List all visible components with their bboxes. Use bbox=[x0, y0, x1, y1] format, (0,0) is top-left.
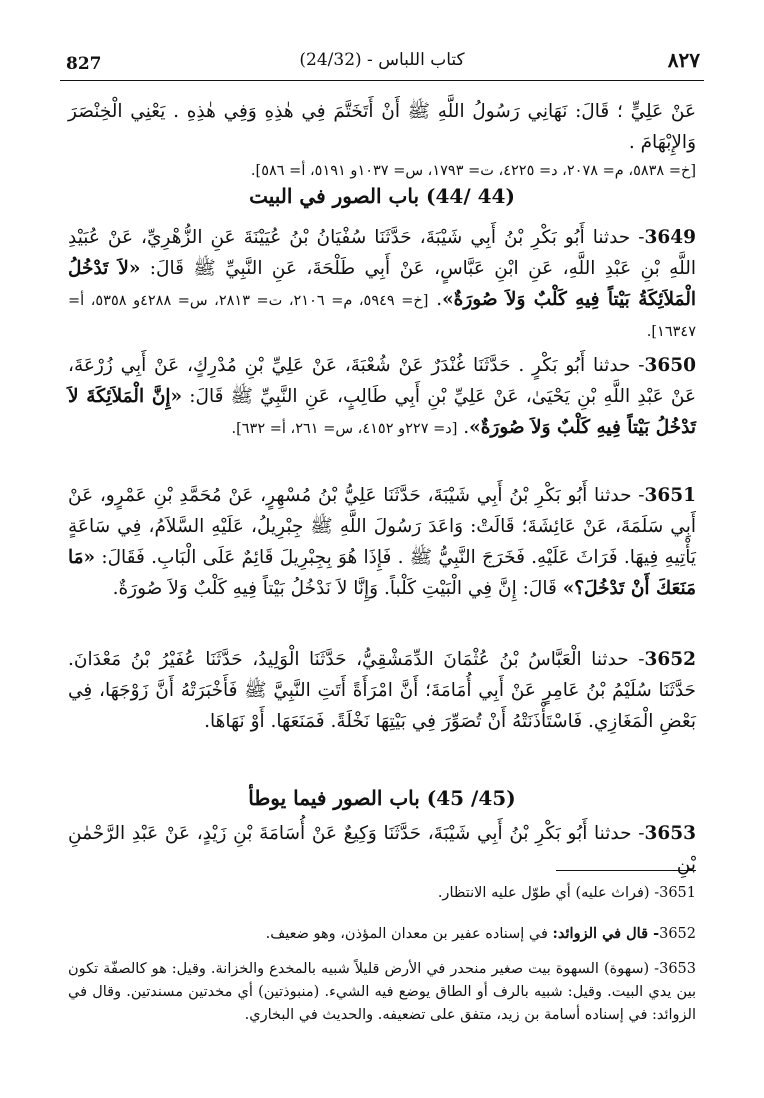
intro-reference: [خ= ٥٨٣٨، م= ٢٠٧٨، د= ٤٢٢٥، ت= ١٧٩٣، س= ١٠٣٧و ٥١٩١، أ= ٥٨٦]. bbox=[250, 163, 696, 179]
hadith-number: 3652 bbox=[644, 649, 696, 670]
hadith-text: - حدثنا أَبُو بَكْرٍ . حَدَّثَنَا غُنْدَرٌ عَنْ شُعْبَةَ، عَنْ عَلِيِّ بْنِ مُدْرِكٍ، عَنْ أَبِي زُرْعَةَ، عَنْ عَبْدِ اللَّهِ بْنِ يَحْيَىٰ، عَنْ عَلِيِّ بْنِ أَبِي طَالِبٍ، عَنِ النَّبِيِّ ﷺ قَالَ: bbox=[68, 355, 696, 407]
hadith-reference: [د= ٢٢٧و ٤١٥٢، س= ٢٦١، أ= ٦٣٢]. bbox=[231, 421, 458, 437]
hadith-text-end: . bbox=[463, 417, 470, 438]
hadith-quote: «مَا مَنَعَكَ أَنْ تَدْخُلَ؟» bbox=[68, 547, 696, 599]
hadith-3651 bbox=[68, 480, 696, 604]
hadith-text-end: . bbox=[436, 289, 443, 310]
footnote-rule bbox=[556, 870, 696, 871]
footnote-text: - (سهوة) السهوة بيت صغير منحدر في الأرض قليلاً شبيه بالمخدع والخزانة. وقيل: هو كالصفّة تكون بين يدي البيت. وقيل: شبيه بالرف أو الطاق يوضع فيه الشيء. (منبوذتين) أي مخدتين مسندتين. وقال في الزوائد: في إسناده أسامة بن زيد، متفق على تضعيفه. والحديث في البخاري. bbox=[68, 961, 696, 1023]
header-rule bbox=[60, 80, 704, 81]
footnote-3653 bbox=[68, 958, 696, 1027]
page-number-arabic: ٨٢٧ bbox=[667, 48, 700, 72]
footnote-text: - (فراث عليه) أي طوّل عليه الانتظار. bbox=[437, 885, 660, 901]
chapter-title: (44 /44) باب الصور في البيت bbox=[249, 184, 515, 208]
hadith-number: 3651 bbox=[644, 485, 696, 506]
running-title: كتاب اللباس - (24/32) bbox=[299, 50, 465, 70]
hadith-number: 3649 bbox=[644, 227, 696, 248]
footnote-number: 3653 bbox=[659, 961, 696, 977]
hadith-3652 bbox=[68, 644, 696, 737]
chapter-title: (45/ 45) باب الصور فيما يوطأ bbox=[248, 786, 516, 810]
hadith-3650 bbox=[68, 350, 696, 443]
page-number-latin: 827 bbox=[66, 54, 102, 74]
hadith-text: - حدثنا الْعَبَّاسُ بْنُ عُثْمَانَ الدِّمَشْقِيُّ، حَدَّثَنَا الْوَلِيدُ، حَدَّثَنَا عُفَيْرُ بْنُ مَعْدَانَ. حَدَّثَنَا سُلَيْمُ بْنُ عَامِرٍ عَنْ أَبِي أُمَامَةَ؛ أَنَّ امْرَأَةً أَتَتِ النَّبِيَّ ﷺ فَأَخْبَرَتْهُ أَنَّ زَوْجَهَا، فِي بَعْضِ الْمَغَازِي. فَاسْتَأْذَنَتْهُ أَنْ تُصَوِّرَ فِي بَيْتِهَا نَخْلَةً. فَمَنَعَهَا. أَوْ نَهَاهَا. bbox=[68, 649, 696, 732]
hadith-text: - حدثنا أَبُو بَكْرِ بْنُ أَبِي شَيْبَةَ، حَدَّثَنَا عَلِيُّ بْنُ مُسْهِرٍ، عَنْ مُحَمَّدِ بْنِ عَمْرٍو، عَنْ أَبِي سَلَمَةَ، عَنْ عَائِشَةَ؛ قَالَتْ: وَاعَدَ رَسُولَ اللَّهِ ﷺ جِبْرِيلُ، عَلَيْهِ السَّلاَمُ، فِي سَاعَةٍ يَأْتِيهِ فِيهَا. فَرَاثَ عَلَيْهِ. فَخَرَجَ النَّبِيُّ ﷺ . فَإِذَا هُوَ بِجِبْرِيلَ قَائِمٌ عَلَى الْبَابِ. فَقَالَ: bbox=[68, 485, 696, 568]
footnote-number: 3652 bbox=[659, 926, 696, 942]
footnote-3651 bbox=[68, 882, 696, 905]
hadith-reference: [خ= ٥٩٤٩، م= ٢١٠٦، ت= ٢٨١٣، س= ٤٢٨٨و ٥٣٥٨، أ= ١٦٣٤٧]. bbox=[68, 293, 696, 340]
footnote-number: 3651 bbox=[659, 885, 696, 901]
hadith-quote: «لاَ تَدْخُلُ الْمَلاَئِكَةُ بَيْتاً فِيهِ كَلْبٌ وَلاَ صُورَةٌ» bbox=[68, 258, 696, 310]
hadith-number: 3653 bbox=[644, 823, 696, 844]
hadith-quote: «إِنَّ الْمَلاَئِكَةَ لاَ تَدْخُلُ بَيْتاً فِيهِ كَلْبٌ وَلاَ صُورَةٌ» bbox=[68, 386, 696, 438]
footnote-3652 bbox=[68, 922, 696, 946]
footnote-lead: - قال في الزوائد: bbox=[552, 925, 660, 942]
hadith-text-end: قَالَ: إِنَّ فِي الْبَيْتِ كَلْباً. وَإِنَّا لاَ نَدْخُلُ بَيْتاً فِيهِ كَلْبٌ وَلاَ صُورَةٌ. bbox=[112, 578, 563, 599]
footnote-text: في إسناده عفير بن معدان المؤذن، وهو ضعيف. bbox=[265, 926, 553, 942]
hadith-text: - حدثنا أَبُو بَكْرِ بْنُ أَبِي شَيْبَةَ، حَدَّثَنَا سُفْيَانُ بْنُ عُيَيْنَةَ عَنِ الزُّهْرِيِّ، عَنْ عُبَيْدِ اللَّهِ بْنِ عَبْدِ اللَّهِ، عَنِ ابْنِ عَبَّاسٍ، عَنْ أَبِي طَلْحَةَ، عَنِ النَّبِيِّ ﷺ قَالَ: bbox=[68, 227, 696, 279]
intro-block bbox=[68, 96, 696, 184]
intro-text: عَنْ عَلِيٍّ ؛ قَالَ: نَهَانِي رَسُولُ اللَّهِ ﷺ أَنْ أَتَخَتَّمَ فِي هٰذِهِ وَفِي هٰذِهِ . يَعْنِي الْخِنْصَرَ وَالإِبْهَامَ . bbox=[68, 101, 696, 153]
hadith-text: - حدثنا أَبُو بَكْرِ بْنُ أَبِي شَيْبَةَ، حَدَّثَنَا وَكِيعٌ عَنْ أُسَامَةَ بْنِ زَيْدٍ، عَنْ عَبْدِ الرَّحْمٰنِ بْنِ bbox=[68, 823, 696, 875]
hadith-3649 bbox=[68, 222, 696, 346]
page-header bbox=[60, 48, 704, 78]
hadith-number: 3650 bbox=[644, 355, 696, 376]
